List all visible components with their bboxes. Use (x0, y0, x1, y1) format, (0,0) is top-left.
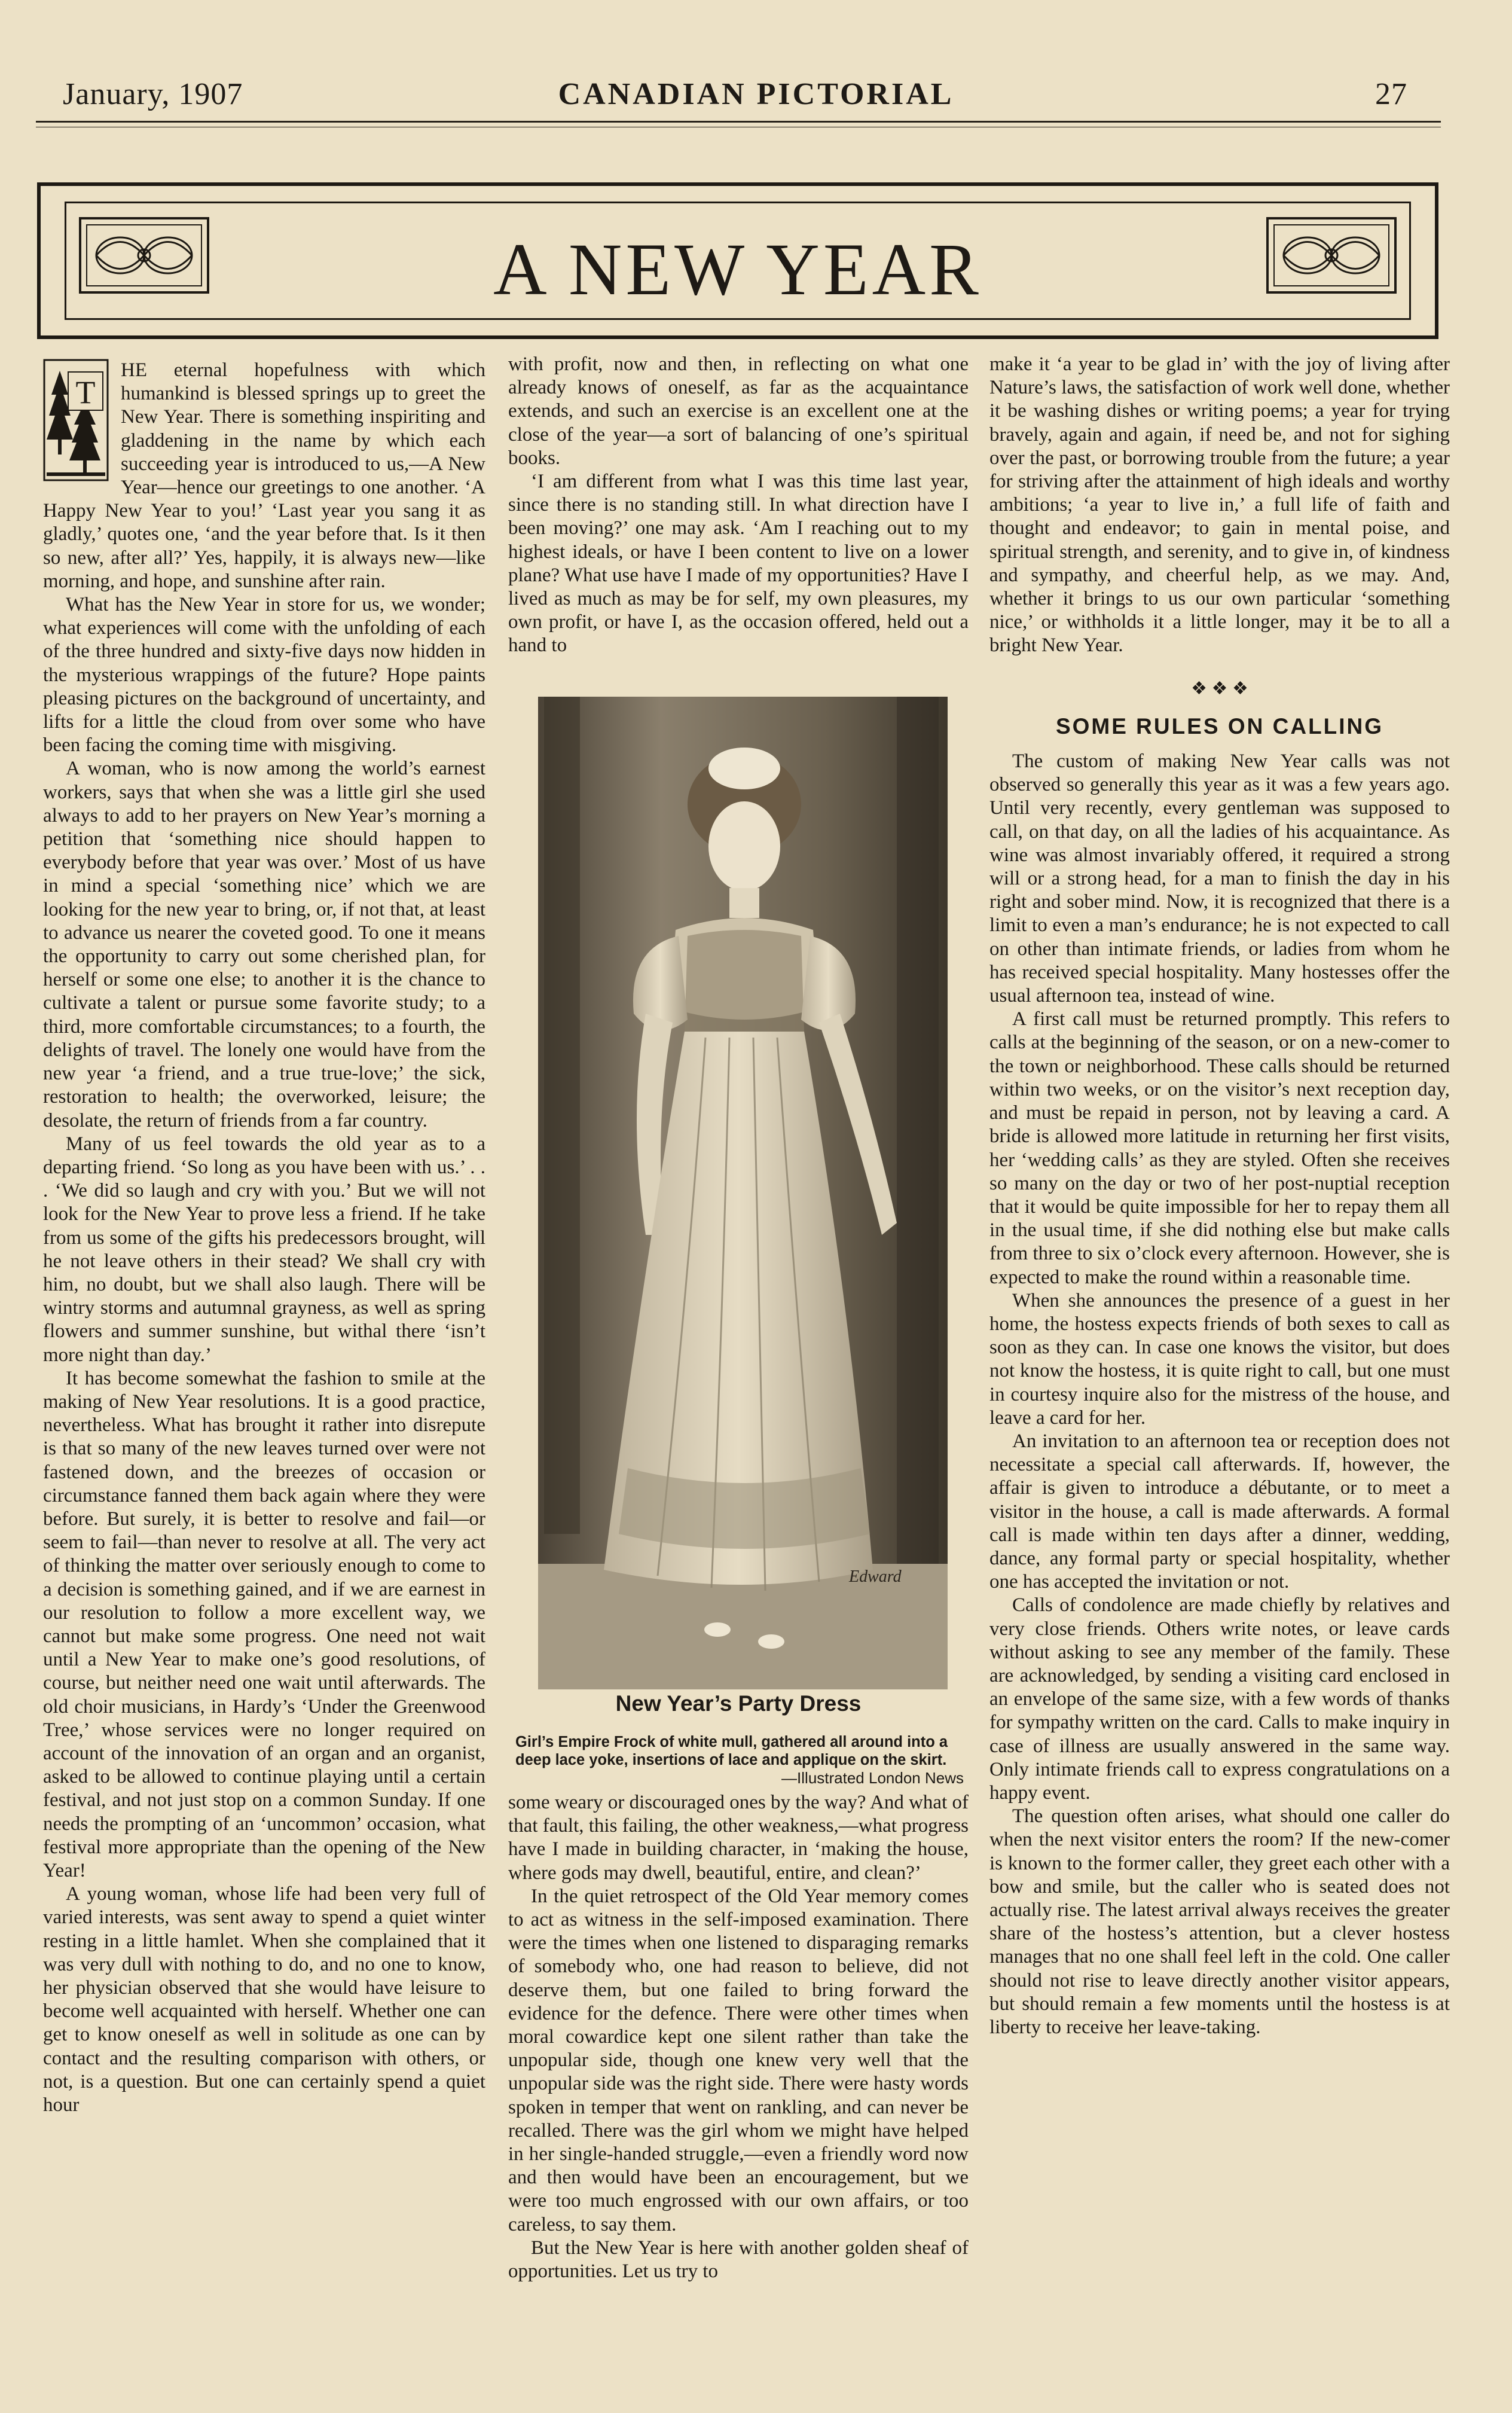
paragraph: some weary or discouraged ones by the way? And what of that fault, this failing, the other weakness,—what progress have I made in building character, in ‘making the house, where gods may dwell, beautiful, entire, and clean?’ (508, 1792, 969, 1884)
article-title: A NEW YEAR (493, 228, 982, 310)
section-heading: SOME RULES ON CALLING (1055, 713, 1384, 739)
column-2-bottom (508, 1791, 969, 2395)
column-3 (989, 353, 1450, 2398)
figure-caption-text: Girl’s Empire Frock of white mull, gathered all around into a deep lace yoke, insertions of lace and applique on the skirt. (515, 1734, 948, 1768)
paragraph: with profit, now and then, in reflecting on what one already knows of oneself, as far as the acquaintance extends, and such an exercise is an excellent one at the close of the year—a sort of balancing of one’s spiritual books. (508, 353, 969, 469)
paragraph: A first call must be returned promptly. This refers to calls at the beginning of the season, or on a new-comer to the town or neighborhood. These calls should be returned within two weeks, or on the visitor’s next reception day, and must be repaid in person, not by leaving a card. A bride is allowed more latitude in returning her first visits, her ‘wedding calls’ as they are styled. Often she receives so many on the day or two of her post-nuptial reception that it would be quite impossible for her to repay them all in the usual time, if she did nothing else but make calls from three to six o’clock every afternoon. However, she is expected to make the round within a reasonable time. (989, 1008, 1450, 1288)
paragraph: A young woman, whose life had been very full of varied interests, was sent away to spend a quiet winter resting in a little hamlet. When she complained that it was very dull with nothing to do, and no one to know, her physician observed that she would have leisure to become well acquainted with herself. Whether one can get to know oneself as well in solitude as one can by contact and the resulting comparison with others, or not, is a question. But one can certainly spend a quiet hour (43, 1883, 485, 2116)
paragraph: It has become somewhat the fashion to smile at the making of New Year resolutions. It is a good practice, nevertheless. What has brought it rather into disrepute is that so many of the new leaves turned over were not fastened down, and the breezes of occasion or circumstance fanned them back again where they were before. But surely, it is better to resolve and fail—or seem to fail—than never to resolve at all. The very act of thinking the matter over seriously enough to come to a decision is something gained, and if we are earnest in our resolution to follow a more excellent way, we cannot but make some progress. One need not wait until a New Year to make one’s good resolutions, of course, but neither need one wait until afterwards. The old choir musicians, in Hardy’s ‘Under the Greenwood Tree,’ whose services were no longer required on account of the innovation of an organ and an organist, asked to be allowed to continue playing until a certain festival, and not just stop on a common Sunday. If one needs the prompting of an ‘uncommon’ occasion, what festival more appropriate than the opening of the New Year! (43, 1367, 485, 1881)
paragraph: Many of us feel towards the old year as to a departing friend. ‘So long as you have been with us.’ . . . ‘We did so laugh and cry with you.’ But we will not look for the New Year to prove less a friend. If he take from us some of the gifts his predecessors brought, will he not leave others in their stead? We shall cry with him, no doubt, but we shall also laugh. There will be wintry storms and autumnal grayness, as well as spring flowers and summer sunshine, but withal there ‘isn’t more night than day.’ (43, 1133, 485, 1366)
paragraph: The question often arises, what should one caller do when the next visitor enters the room? If the new-comer is known to the former caller, they greet each other with a bow and smile, but the caller who is seated does not actually rise. The latest arrival always receives the greater share of the hostess’s attention, but a clever hostess manages that no one shall feel left in the cold. One caller should not rise to leave directly another visitor appears, but should remain a few moments until the hostess is at liberty to receive her leave-taking. (989, 1805, 1450, 2039)
right-ornament-icon (1266, 216, 1397, 294)
paragraph: HE eternal hopefulness with which humankind is blessed springs up to greet the New Year. There is something inspiriting and gladdening in the name by which each succeeding year is introduced to us,—A New Year—hence our greetings to one another. ‘A Happy New Year to you!’ ‘Last year you sang it as gladly,’ quotes one, ‘and the year before that. Is it then so new, after all?’ Yes, happily, it is always new—like morning, and hope, and sunshine after rain. (43, 359, 485, 592)
paragraph: A woman, who is now among the world’s earnest workers, says that when she was a little girl she used always to add to her prayers on New Year’s morning a petition that ‘something nice should happen to everybody before that year was over.’ Most of us have in mind a special ‘something nice’ which we are looking for the new year to bring, or, if not that, at least to advance us nearer the coveted good. To one it means the opportunity to carry out some cherished plan, for herself or some one else; to another it is the chance to cultivate a talent or pursue some favorite study; to a third, more comfortable circumstances; to a fourth, the delights of travel. The lonely one would have from the new year ‘a friend, and a true true-love;’ the sick, restoration to health; the overworked, leisure; the desolate, the return of friends from a far country. (43, 758, 485, 1131)
drop-cap (43, 359, 109, 481)
artist-signature: Edward (849, 1567, 902, 1586)
paragraph: In the quiet retrospect of the Old Year memory comes to act as witness in the self-imposed examination. There were the times when one listened to disparaging remarks of somebody who, one had reason to believe, did not deserve them, but one failed to bring forward the evidence for the defence. There were other times when moral cowardice kept one silent rather than take the unpopular side, though one knew very well that the unpopular side was the right side. There were hasty words spoken in temper that went on rankling, and can never be recalled. There was the girl whom we might have helped in her single-handed struggle,—even a friendly word now and then would have been an encouragement, but we were too much engrossed with our own affairs, or too careless, to say them. (508, 1885, 969, 2235)
figure-caption-title: New Year’s Party Dress (615, 1691, 862, 1716)
section-separator: ❖ ❖ ❖ (1191, 678, 1248, 698)
title-frame (37, 182, 1438, 339)
figure-credit: —Illustrated London News (781, 1769, 964, 1787)
paragraph: ‘I am different from what I was this time last year, since there is no standing still. In what direction have I been moving?’ one may ask. ‘Am I reaching out to my highest ideals, or have I been content to live on a lower plane? What use have I made of my opportunities? Have I lived as much as may be for self, my own pleasures, my own profit, or have I, as the occasion offered, held out a hand to (508, 471, 969, 657)
paragraph: An invitation to an afternoon tea or reception does not necessitate a special call afterwards. If, however, the affair is given to introduce a débutante, or to meet a visitor in the house, a call is made afterwards. A formal call is made within ten days after a dinner, wedding, dance, any formal party or special hospitality, whether one has accepted the invitation or not. (989, 1430, 1450, 1593)
paragraph: When she announces the presence of a guest in her home, the hostess expects friends of both sexes to call as soon as they can. In case one knows the visitor, but does not know the hostess, it is quite right to call, but one must in courtesy inquire also for the mistress of the house, and leave a card for her. (989, 1289, 1450, 1429)
page-number: 27 (1375, 77, 1407, 111)
dress-illustration (538, 697, 948, 1689)
issue-date: January, 1907 (63, 77, 243, 111)
svg-text:T: T (75, 374, 96, 410)
paragraph: make it ‘a year to be glad in’ with the joy of living after Nature’s laws, the satisfaction of work well done, whether it be washing dishes or writing poems; a year for trying bravely, again and again, if need be, and not for sighing over the past, or borrowing trouble from the future; a year for striving after the attainment of high ideals and worthy ambitions; ‘a year to live in,’ a full life of faith and thought and endeavor; to gain in mental poise, and spiritual strength, and serenity, and to give in, of kindness and sympathy, and cheerful help, as we may. And, whether it brings to us our own particular ‘something nice,’ or withholds it a little longer, may it be to all a bright New Year. (989, 353, 1450, 657)
header-rule (36, 121, 1441, 123)
column-1 (43, 359, 485, 2386)
paragraph: But the New Year is here with another golden sheaf of opportunities. Let us try to (508, 2237, 969, 2283)
paragraph: What has the New Year in store for us, we wonder; what experiences will come with the unfolding of each of the three hundred and sixty-five days now hidden in the mysterious wrappings of the future? Hope paints pleasing pictures on the background of uncertainty, and lifts for a little the cloud from over some who have been facing the coming time with misgiving. (43, 594, 485, 756)
paragraph: The custom of making New Year calls was not observed so generally this year as it was a few years ago. Until very recently, every gentleman was supposed to call, on that day, on all the ladies of his acquaintance. As wine was almost invariably offered, it required a strong will or a strong head, for a man to finish the day in his right and sober mind. Now, it is recognized that there is a limit to even a man’s endurance; he is not expected to call on other than intimate friends, or ladies from whom he has received special hospitality. Many hostesses offer the usual afternoon tea, instead of wine. (989, 751, 1450, 1007)
publication-name: CANADIAN PICTORIAL (558, 77, 954, 111)
dress-figure-image (538, 697, 948, 1689)
paragraph: Calls of condolence are made chiefly by relatives and very close friends. Others write notes, or leave cards without asking to see any member of the family. These are acknowledged, by sending a visiting card enclosed in an envelope of the same size, with a few words of thanks for sympathy written on the card. Calls to make inquiry in case of illness are usually answered in the same way. Only intimate friends call to express congratulations on a happy event. (989, 1594, 1450, 1804)
column-2-top (508, 353, 969, 676)
